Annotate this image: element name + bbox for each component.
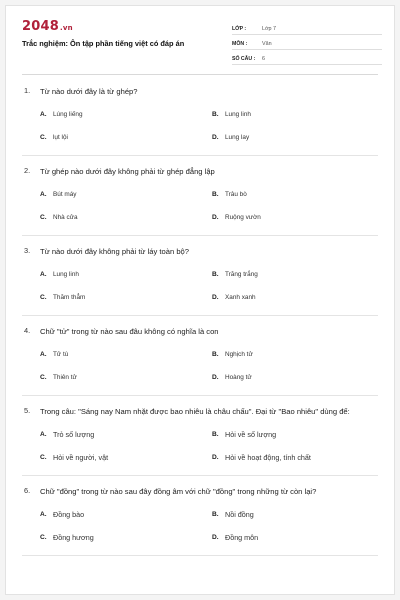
option-letter: D. — [212, 134, 219, 141]
option-text: Lung lay — [225, 134, 250, 141]
meta-row-subject — [232, 35, 382, 50]
meta-info — [232, 20, 382, 65]
option-letter: B. — [212, 511, 219, 518]
option-list — [22, 177, 378, 235]
option-text: Bút máy — [53, 191, 77, 198]
option-letter: D. — [212, 534, 219, 541]
option-letter: D. — [212, 214, 219, 221]
option-text: Nhà cửa — [53, 214, 78, 221]
option-c[interactable] — [40, 206, 212, 229]
option-c[interactable] — [40, 126, 212, 149]
option-letter: A. — [40, 191, 47, 198]
option-text: Xanh xanh — [225, 294, 256, 301]
option-c[interactable] — [40, 286, 212, 309]
option-b[interactable] — [212, 343, 378, 366]
option-c[interactable] — [40, 366, 212, 389]
logo-main: 2048 — [22, 19, 59, 34]
option-letter: C. — [40, 374, 47, 381]
option-list — [22, 97, 378, 155]
option-text: Lung linh — [53, 271, 79, 278]
option-d[interactable] — [212, 286, 378, 309]
meta-label: LỚP : — [232, 26, 247, 32]
option-a[interactable] — [40, 183, 212, 206]
option-text: Thiên tử — [53, 374, 77, 381]
header-divider — [22, 74, 378, 75]
option-letter: A. — [40, 431, 47, 438]
option-letter: C. — [40, 534, 47, 541]
option-letter: A. — [40, 511, 47, 518]
question-number: 4. — [24, 326, 31, 335]
option-text: Thăm thẳm — [53, 294, 86, 301]
meta-value: Văn — [262, 41, 272, 47]
option-letter: A. — [40, 271, 47, 278]
question-2 — [22, 156, 378, 236]
option-list — [22, 497, 378, 555]
option-text: Đồng môn — [225, 533, 259, 542]
question-list — [6, 76, 394, 556]
option-b[interactable] — [212, 103, 378, 126]
option-text: Ruộng vườn — [225, 214, 261, 221]
worksheet-page — [5, 5, 395, 595]
option-b[interactable] — [212, 423, 378, 446]
meta-label: SỐ CÂU : — [232, 56, 256, 62]
question-number: 2. — [24, 166, 31, 175]
option-d[interactable] — [212, 126, 378, 149]
option-letter: C. — [40, 294, 47, 301]
option-letter: B. — [212, 431, 219, 438]
option-a[interactable] — [40, 343, 212, 366]
question-text: Từ nào dưới đây là từ ghép? — [40, 87, 138, 96]
logo-sub: .vn — [59, 24, 73, 32]
option-letter: A. — [40, 351, 47, 358]
option-letter: C. — [40, 454, 47, 461]
option-d[interactable] — [212, 206, 378, 229]
option-a[interactable] — [40, 503, 212, 526]
question-text: Chữ "đồng" trong từ nào sau đây đồng âm với chữ "đồng" trong những từ còn lại? — [40, 487, 317, 496]
option-text: Đồng hương — [53, 533, 94, 542]
option-a[interactable] — [40, 103, 212, 126]
question-number: 5. — [24, 406, 31, 415]
question-4 — [22, 316, 378, 396]
option-letter: D. — [212, 294, 219, 301]
question-3 — [22, 236, 378, 316]
option-text: Trỏ số lượng — [53, 430, 95, 439]
option-text: Hỏi về số lượng — [225, 430, 277, 439]
option-letter: D. — [212, 454, 219, 461]
option-text: lụt lội — [53, 134, 68, 141]
option-text: Hỏi về hoạt động, tính chất — [225, 453, 311, 462]
option-letter: C. — [40, 214, 47, 221]
site-logo[interactable] — [22, 19, 73, 34]
option-text: Tử tù — [53, 351, 69, 358]
option-letter: B. — [212, 351, 219, 358]
option-text: Lung linh — [225, 111, 251, 118]
option-c[interactable] — [40, 526, 212, 549]
option-text: Nồi đồng — [225, 510, 254, 519]
question-text: Từ nào dưới đây không phải từ láy toàn bộ? — [40, 247, 189, 256]
option-text: Hoàng tử — [225, 374, 252, 381]
option-letter: D. — [212, 374, 219, 381]
question-number: 6. — [24, 486, 31, 495]
option-text: Trâu bò — [225, 191, 247, 198]
option-b[interactable] — [212, 183, 378, 206]
question-text: Chữ "tử" trong từ nào sau đâu không có nghĩa là con — [40, 327, 219, 336]
meta-value: Lớp 7 — [262, 26, 277, 32]
question-text: Trong câu: "Sáng nay Nam nhặt được bao nhiêu là châu chấu". Đại từ "Bao nhiêu" dùng để: — [40, 407, 350, 416]
meta-label: MÔN : — [232, 41, 248, 47]
option-d[interactable] — [212, 366, 378, 389]
option-a[interactable] — [40, 423, 212, 446]
question-1 — [22, 76, 378, 156]
option-b[interactable] — [212, 263, 378, 286]
option-list — [22, 417, 378, 475]
option-d[interactable] — [212, 446, 378, 469]
option-text: Hỏi về người, vật — [53, 453, 109, 462]
option-list — [22, 337, 378, 395]
meta-value: 6 — [262, 56, 265, 62]
question-text: Từ ghép nào dưới đây không phải từ ghép đẳng lập — [40, 167, 215, 176]
option-d[interactable] — [212, 526, 378, 549]
page-header — [6, 6, 394, 74]
option-text: Đồng bào — [53, 510, 85, 519]
question-number: 3. — [24, 246, 31, 255]
option-text: Nghịch tử — [225, 351, 253, 358]
option-letter: C. — [40, 134, 47, 141]
page-title: Trắc nghiệm: Ôn tập phần tiếng việt có đáp án — [22, 39, 185, 48]
option-b[interactable] — [212, 503, 378, 526]
question-number: 1. — [24, 86, 31, 95]
meta-row-class — [232, 20, 382, 35]
option-list — [22, 257, 378, 315]
option-letter: A. — [40, 111, 47, 118]
option-letter: B. — [212, 111, 219, 118]
option-letter: B. — [212, 271, 219, 278]
meta-row-count — [232, 50, 382, 65]
question-5 — [22, 396, 378, 476]
option-c[interactable] — [40, 446, 212, 469]
option-a[interactable] — [40, 263, 212, 286]
question-6 — [22, 476, 378, 556]
option-text: Trăng trắng — [225, 271, 258, 278]
option-text: Lúng liếng — [53, 111, 83, 118]
option-letter: B. — [212, 191, 219, 198]
